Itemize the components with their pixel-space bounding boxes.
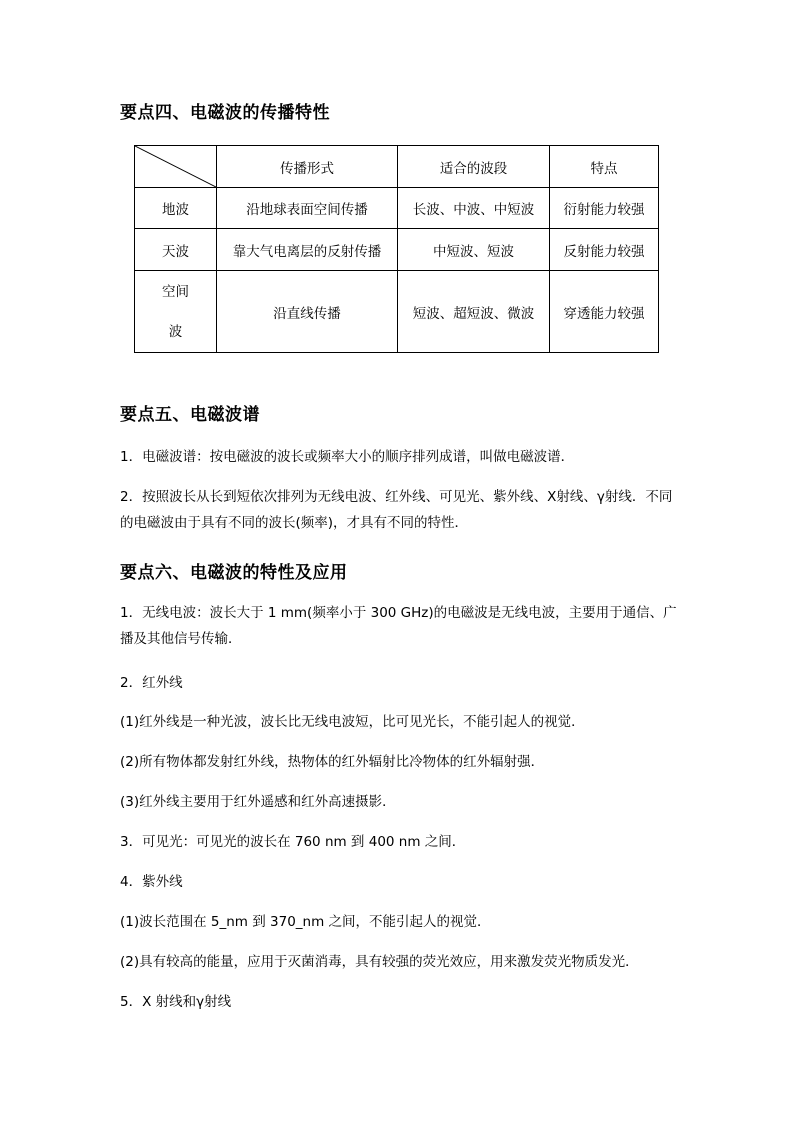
paragraph: 5．X 射线和γ射线 <box>120 994 232 1010</box>
row-name-line2: 波 <box>168 323 183 340</box>
paragraph: 3．可见光：可见光的波长在 760 nm 到 400 nm 之间． <box>120 834 466 850</box>
paragraph: (3)红外线主要用于红外遥感和红外高速摄影． <box>120 794 396 810</box>
row-feature: 反射能力较强 <box>550 229 659 271</box>
table-header-row <box>135 146 659 188</box>
paragraph: 2．按照波长从长到短依次排列为无线电波、红外线、可见光、紫外线、X射线、γ射线．不同的电磁波由于具有不同的波长(频率)，才具有不同的特性． <box>120 489 673 531</box>
row-form: 靠大气电离层的反射传播 <box>217 229 398 271</box>
diagonal-line <box>135 146 216 187</box>
table-row <box>135 229 659 271</box>
diagonal-header-cell <box>135 146 217 188</box>
table-row <box>135 188 659 229</box>
section-4-title: 要点四、电磁波的传播特性 <box>120 103 330 123</box>
row-form: 沿地球表面空间传播 <box>217 188 398 229</box>
paragraph: 1．无线电波：波长大于 1 mm(频率小于 300 GHz)的电磁波是无线电波，主要用于通信、广播及其他信号传输． <box>120 605 677 647</box>
row-band: 短波、超短波、微波 <box>398 271 550 353</box>
header-form: 传播形式 <box>217 146 398 188</box>
paragraph: (2)所有物体都发射红外线，热物体的红外辐射比冷物体的红外辐射强． <box>120 754 545 770</box>
row-name <box>135 271 217 353</box>
paragraph: 2．红外线 <box>120 675 183 691</box>
row-feature: 穿透能力较强 <box>550 271 659 353</box>
propagation-table <box>134 145 659 353</box>
header-feature: 特点 <box>550 146 659 188</box>
row-feature: 衍射能力较强 <box>550 188 659 229</box>
section-5-title: 要点五、电磁波谱 <box>120 405 260 425</box>
table-row <box>135 271 659 353</box>
header-band: 适合的波段 <box>398 146 550 188</box>
paragraph: 1．电磁波谱：按电磁波的波长或频率大小的顺序排列成谱，叫做电磁波谱． <box>120 449 575 465</box>
paragraph: 4．紫外线 <box>120 874 183 890</box>
paragraph: (1)红外线是一种光波，波长比无线电波短，比可见光长，不能引起人的视觉． <box>120 714 585 730</box>
row-form: 沿直线传播 <box>217 271 398 353</box>
paragraph: (1)波长范围在 5_nm 到 370_nm 之间，不能引起人的视觉． <box>120 914 491 930</box>
row-name: 地波 <box>135 188 217 229</box>
section-6-title: 要点六、电磁波的特性及应用 <box>120 563 348 583</box>
row-band: 中短波、短波 <box>398 229 550 271</box>
row-name-line1: 空间 <box>162 283 189 300</box>
paragraph: (2)具有较高的能量，应用于灭菌消毒，具有较强的荧光效应，用来激发荧光物质发光． <box>120 954 639 970</box>
row-name: 天波 <box>135 229 217 271</box>
row-band: 长波、中波、中短波 <box>398 188 550 229</box>
